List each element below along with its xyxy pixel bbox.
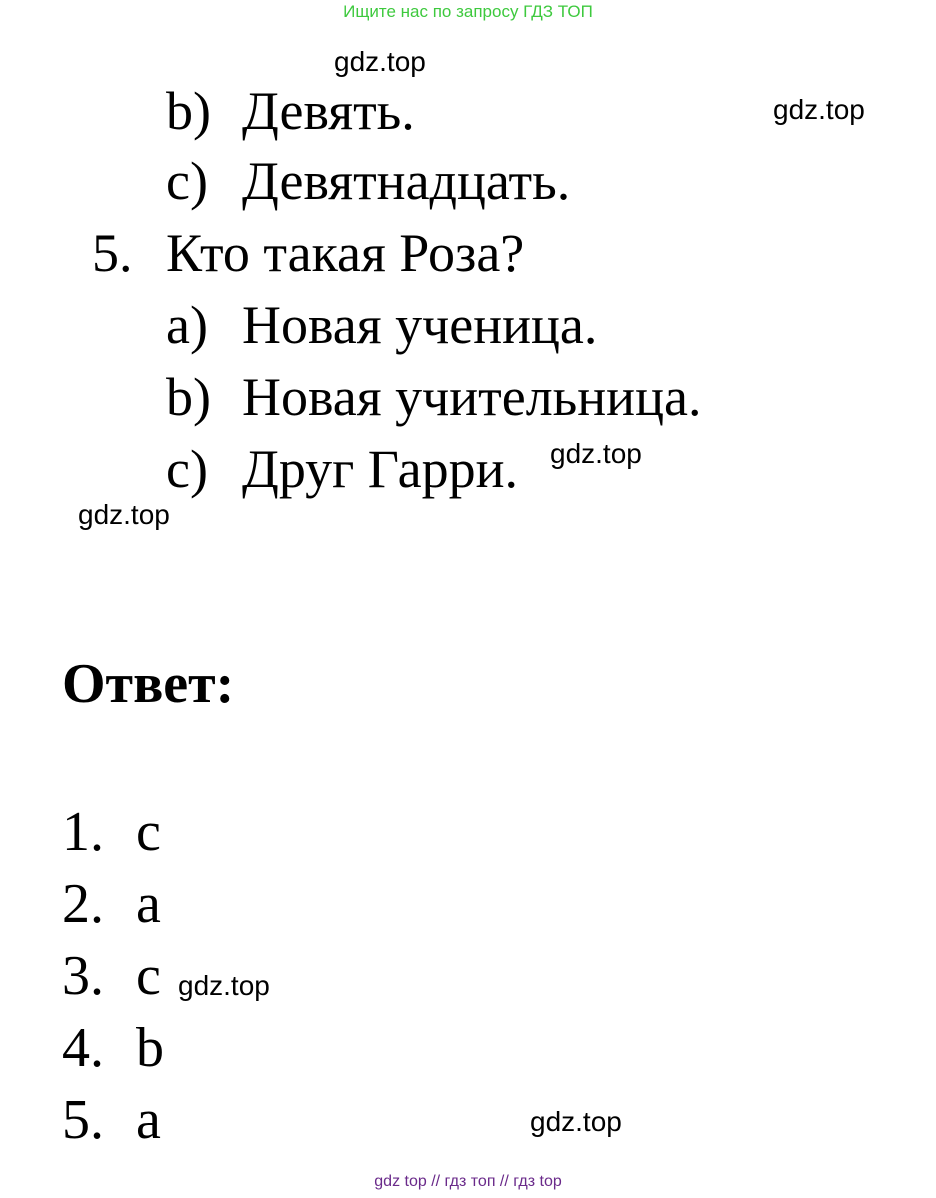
- footer-links[interactable]: gdz top // гдз топ // гдз top: [374, 1173, 562, 1190]
- answer-value: b: [136, 1017, 164, 1079]
- answer-value: c: [136, 945, 161, 1007]
- answer-row: [0, 945, 170, 1008]
- question-number: 5.: [92, 223, 133, 283]
- top-banner[interactable]: Ищите нас по запросу ГДЗ ТОП: [343, 2, 593, 21]
- option-row: [0, 367, 936, 430]
- watermark: gdz.top: [178, 970, 270, 1001]
- option-letter: b): [166, 81, 211, 141]
- answer-row: [0, 1089, 400, 1152]
- watermark: gdz.top: [773, 94, 865, 125]
- option-row: [0, 151, 936, 214]
- question-row: [0, 223, 936, 286]
- watermark: gdz.top: [530, 1106, 622, 1137]
- answer-number: 5.: [62, 1089, 104, 1151]
- option-text: Девять.: [242, 81, 415, 141]
- answer-value: a: [136, 1089, 161, 1151]
- option-text: Друг Гарри.: [242, 439, 519, 499]
- option-letter: b): [166, 367, 211, 427]
- answer-number: 2.: [62, 873, 104, 935]
- answer-row: [0, 801, 400, 864]
- option-text: Новая ученица.: [242, 295, 598, 355]
- answer-number: 3.: [62, 945, 104, 1007]
- answer-heading: Ответ:: [62, 653, 235, 715]
- answer-value: a: [136, 873, 161, 935]
- watermark: gdz.top: [334, 46, 426, 77]
- option-row: [0, 439, 540, 502]
- option-text: Девятнадцать.: [242, 151, 571, 211]
- watermark: gdz.top: [78, 499, 170, 530]
- answer-row: [0, 873, 400, 936]
- option-row: [0, 295, 936, 358]
- answer-value: c: [136, 801, 161, 863]
- option-letter: c): [166, 439, 208, 499]
- option-row: [0, 81, 936, 144]
- answer-row: [0, 1017, 400, 1080]
- option-text: Новая учительница.: [242, 367, 702, 427]
- option-letter: c): [166, 151, 208, 211]
- watermark: gdz.top: [550, 438, 642, 469]
- option-letter: a): [166, 295, 208, 355]
- question-text: Кто такая Роза?: [166, 223, 525, 283]
- answer-number: 4.: [62, 1017, 104, 1079]
- answer-number: 1.: [62, 801, 104, 863]
